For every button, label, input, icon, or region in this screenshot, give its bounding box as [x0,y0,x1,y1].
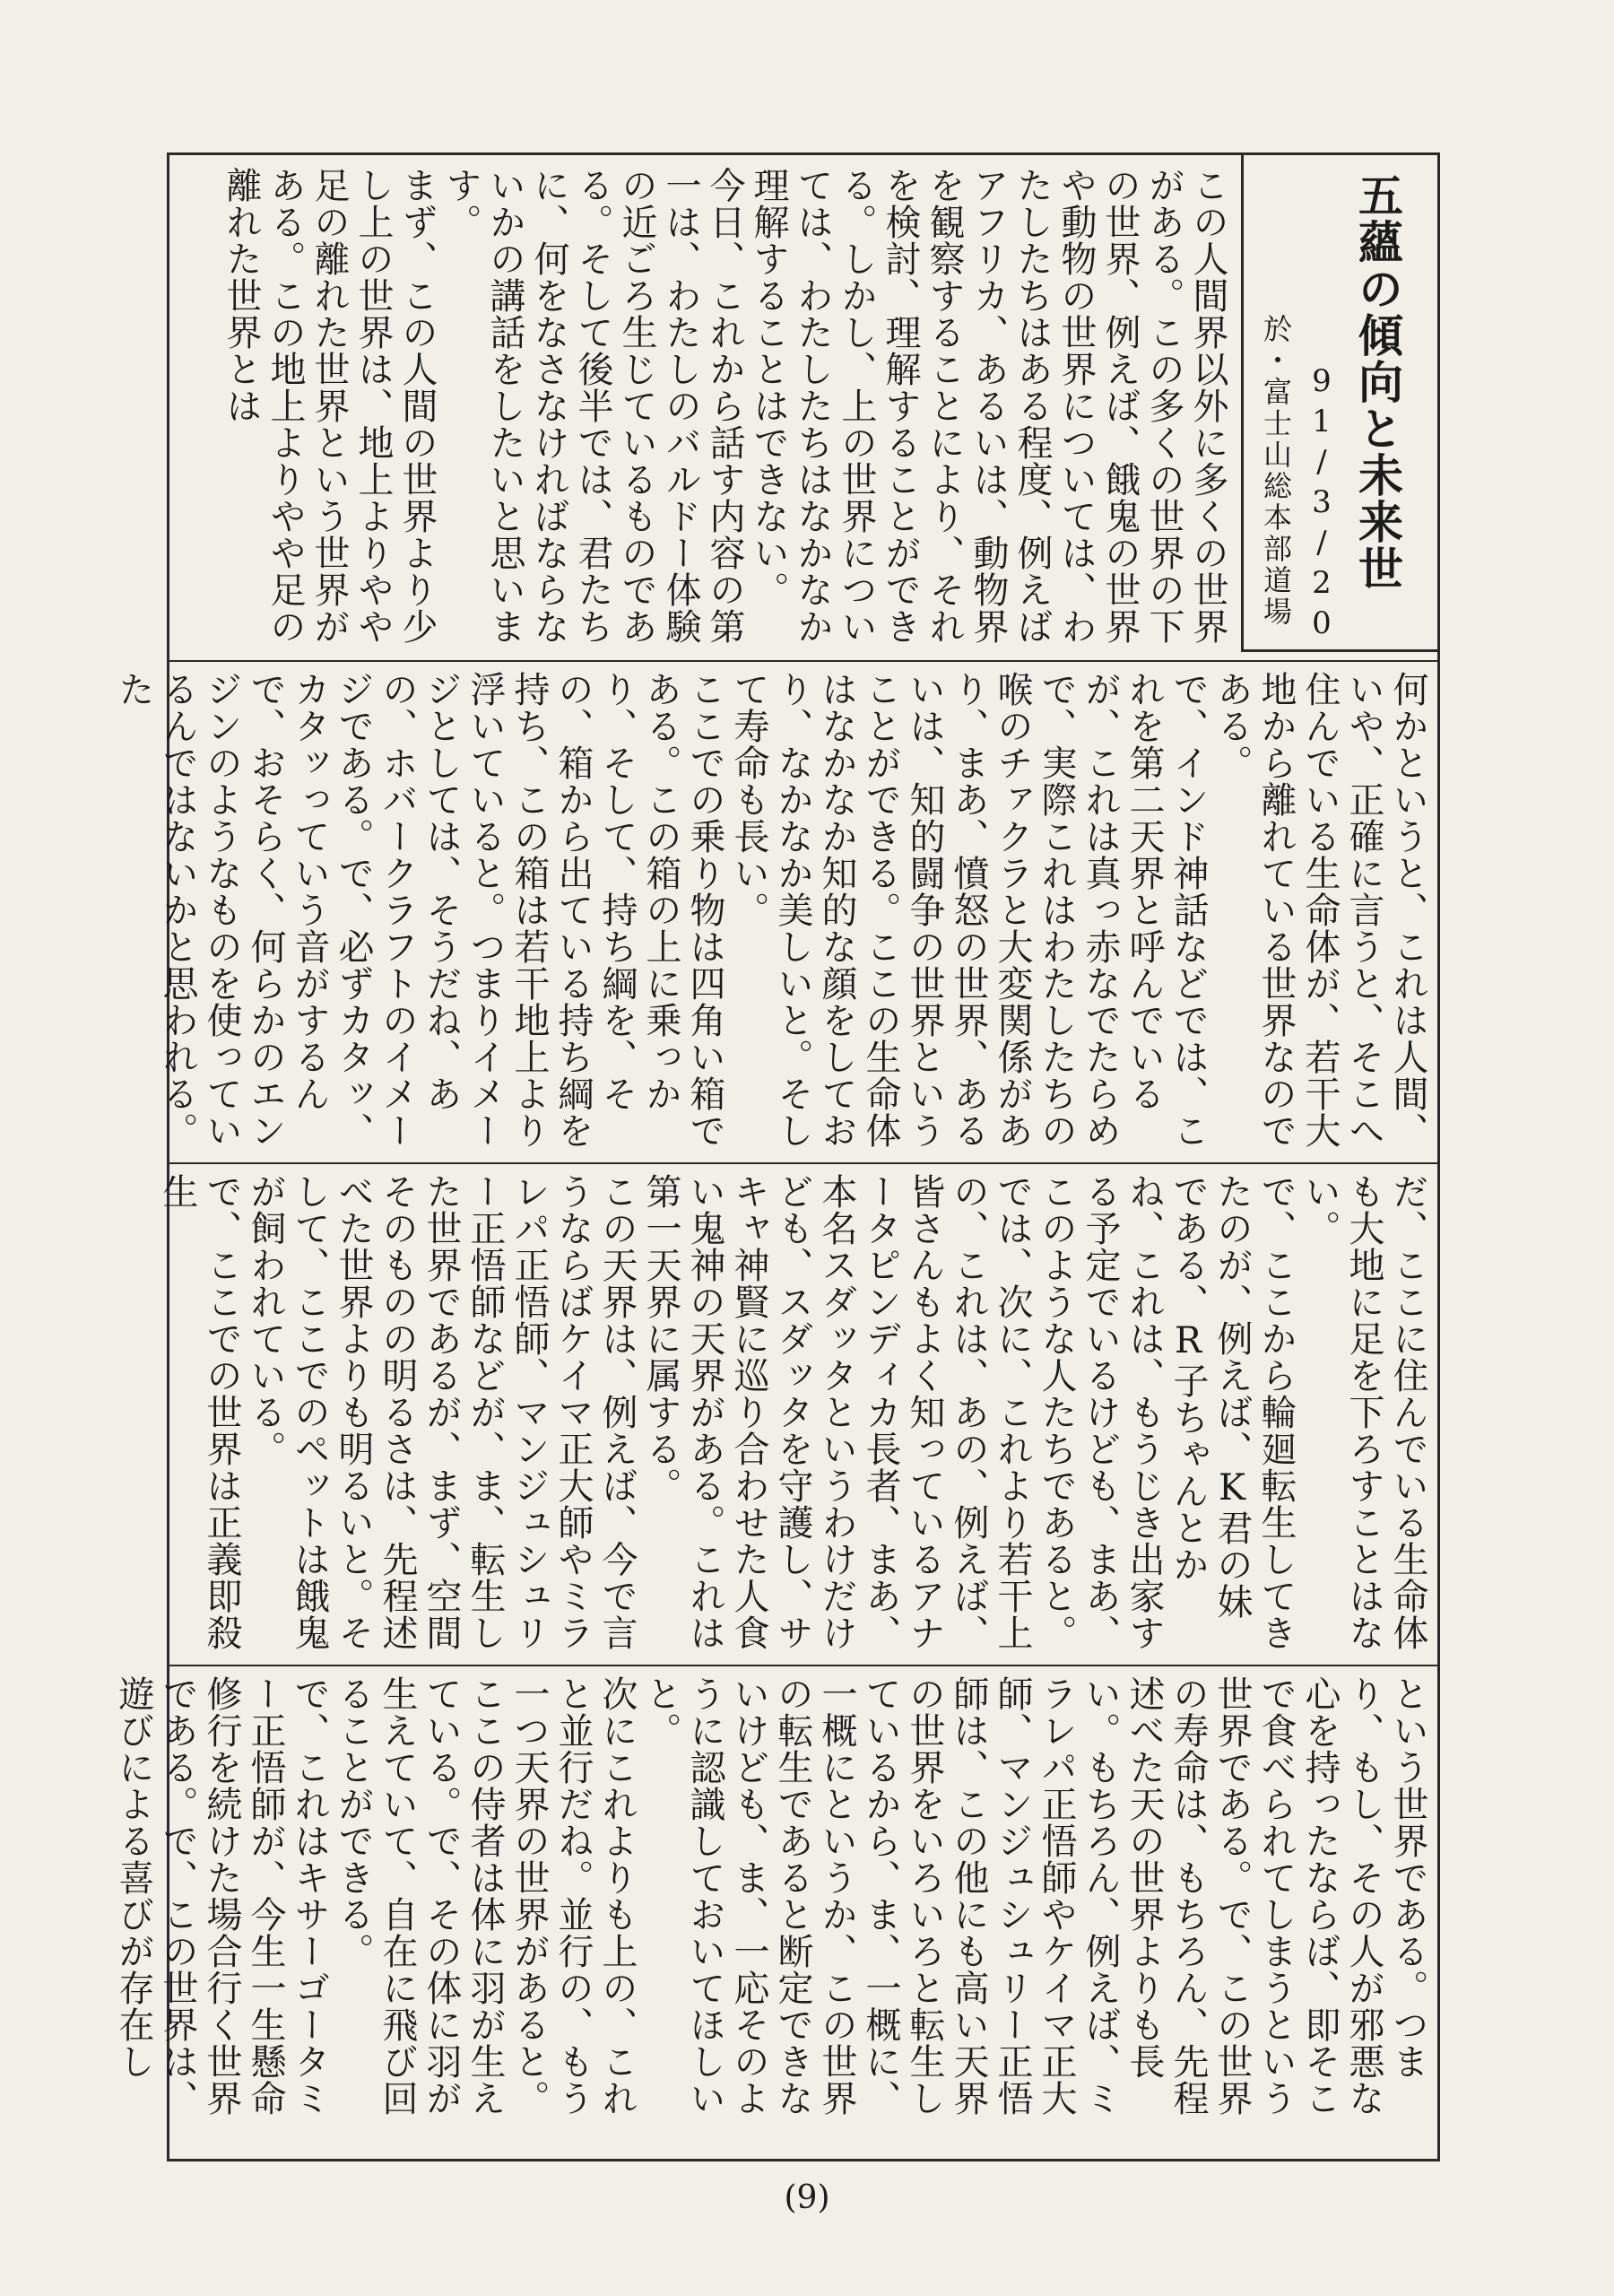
body-section-2: 何かというと、これは人間、いや、正確に言うと、そこへ住んでいる生命体が、若干大地から離れている世界なのである。 で、インド神話などでは、これを第二天界と呼んでいるが、これは真っ赤なでたらめで、実際これはわたしたちの喉のチァクラと大変関係があり、まあ、憤怒の世界、あるいは、知的闘争の世界ということができる。ここの生命体はなかなか知的な顔をしており、なかなか美しいと。そして寿命も長い。 ここでの乗り物は四角い箱である。この箱の上に乗っかり、そして、持ち綱を、その、箱から出ている持ち綱を持ち、この箱は若干地上より浮いていると。つまりイメージとしては、そうだね、あの、ホバークラフトのイメージである。で、必ずカタッ、カタッっていう音がするんで、おそらく、何らかのエンジンのようなものを使っているんではないかと思われる。た [113,671,1428,1149]
page-number: (9) [784,2179,830,2216]
row-divider-3 [167,1665,1440,1666]
row-divider-2 [167,1162,1440,1164]
body-section-3: だ、ここに住んでいる生命体も大地に足を下ろすことはない。 で、ここから輪廻転生してきたのが、例えば、K君の妹である、R子ちゃんとかね、これは、もうじき出家する予定でいるけども、まあ、このような人たちであると。 では、次に、これより若干上の、これは、あの、例えば、皆さんもよく知っているアナータピンディカ長者、まあ、本名スダッタというわけだけども、スダッタを守護し、サキャ神賢に巡り合わせた人食い鬼神の天界がある。これは第一天界に属する。 この天界は、例えば、今で言うならばケイマ正大師やミラレパ正悟師、マンジュシュリー正悟師などが、ま、転生した世界であるが、まず、空間そのものの明るさは、先程述べた世界よりも明るいと。そして、ここでのペットは餓鬼が飼われている。 で、ここでの世界は正義即殺生 [157,1173,1428,1651]
body-section-1: この人間界以外に多くの世界がある。この多くの世界の下の世界、例えば、餓鬼の世界や動物の世界については、わたしたちはある程度、例えばアフリカ、あるいは、動物界を観察することにより、それを検討、理解することができる。しかし、上の世界については、わたしたちはなかなか理解することはできない。 今日、これから話す内容の第一は、わたしのバルドー体験の近ごろ生じているものである。そして後半では、君たちに、何をなさなければならないかの講話をしたいと思います。 まず、この人間の世界より少し上の世界は、地上よりやや足の離れた世界という世界がある。この地上よりやや足の離れた世界とは [221,167,1228,645]
article-venue: 於・富士山総本部道場 [1259,314,1293,628]
row-divider-1 [167,660,1440,662]
article-date: 91/3/20 [1304,363,1340,646]
body-section-4: という世界である。つまり、もし、その人が邪悪な心を持ったならば、即そこで食べられてしまうという世界である。で、この世界の寿命は、もちろん、先程述べた天の世界よりも長い。もちろん、例えば、ミラレパ正悟師やケイマ正大師、マンジュシュリー正悟師は、この他にも高い天界の世界をいろいろと転生しているから、ま、一概に、一概にというか、この世界の転生であると断定できないけども、ま、一応そのように認識しておいてほしいと。 次にこれよりも上の、これと並行だね。並行の、もう一つ天界の世界があると。ここの侍者は体に羽が生えている。で、その体に羽が生えていて、自在に飛び回ることができる。 で、これはキサーゴータミー正悟師が、今生一生懸命修行を続けた場合行く世界である。で、この世界は、遊びによる喜びが存在し [113,1675,1428,2117]
article-title: 五蘊の傾向と未来世 [1351,172,1403,592]
